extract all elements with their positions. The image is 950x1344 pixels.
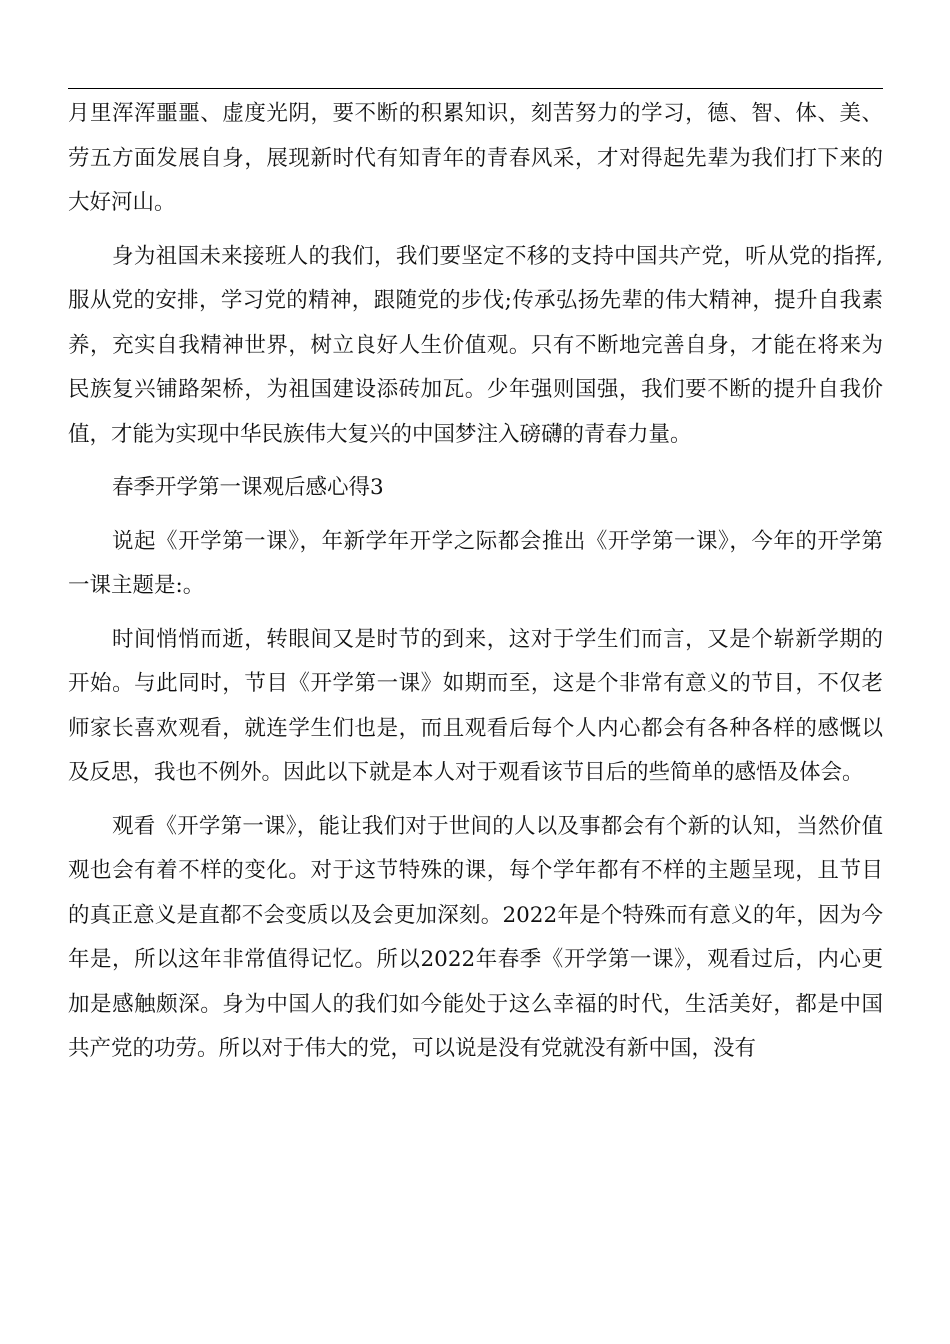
document-page: [68, 0, 883, 1344]
paragraph-intro: 说起《开学第一课》，年新学年开学之际都会推出《开学第一课》，今年的开学第一课主题是:。: [68, 528, 883, 598]
section-heading: 春季开学第一课观后感心得3: [112, 475, 384, 500]
paragraph-new-semester: 时间悄悄而逝，转眼间又是时节的到来，这对于学生们而言，又是个崭新学期的开始。与此同时，节目《开学第一课》如期而至，这是个非常有意义的节目，不仅老师家长喜欢观看，就连学生们也是，而且观看后每个人内心都会有各种各样的感慨以及反思，我也不例外。因此以下就是本人对于观看该节目后的些简单的感悟及体会。: [68, 626, 883, 785]
paragraph-successor: 身为祖国未来接班人的我们，我们要坚定不移的支持中国共产党，听从党的指挥,服从党的安排，学习党的精神，跟随党的步伐;传承弘扬先辈的伟大精神，提升自我素养，充实自我精神世界，树立良好人生价值观。只有不断地完善自身，才能在将来为民族复兴铺路架桥，为祖国建设添砖加瓦。少年强则国强，我们要不断的提升自我价值，才能为实现中华民族伟大复兴的中国梦注入磅礴的青春力量。: [68, 243, 883, 447]
header-rule: [68, 88, 883, 89]
document-body: [68, 92, 883, 1072]
paragraph-reflection: 观看《开学第一课》，能让我们对于世间的人以及事都会有个新的认知，当然价值观也会有着不样的变化。对于这节特殊的课，每个学年都有不样的主题呈现，且节目的真正意义是直都不会变质以及会更加深刻。2022年是个特殊而有意义的年，因为今年是，所以这年非常值得记忆。所以2022年春季《开学第一课》，观看过后，内心更加是感触颇深。身为中国人的我们如今能处于这么幸福的时代，生活美好，都是中国共产党的功劳。所以对于伟大的党，可以说是没有党就没有新中国，没有: [68, 813, 883, 1061]
paragraph-continuation: 月里浑浑噩噩、虚度光阴，要不断的积累知识，刻苦努力的学习，德、智、体、美、劳五方面发展自身，展现新时代有知青年的青春风采，才对得起先辈为我们打下来的大好河山。: [68, 101, 883, 215]
